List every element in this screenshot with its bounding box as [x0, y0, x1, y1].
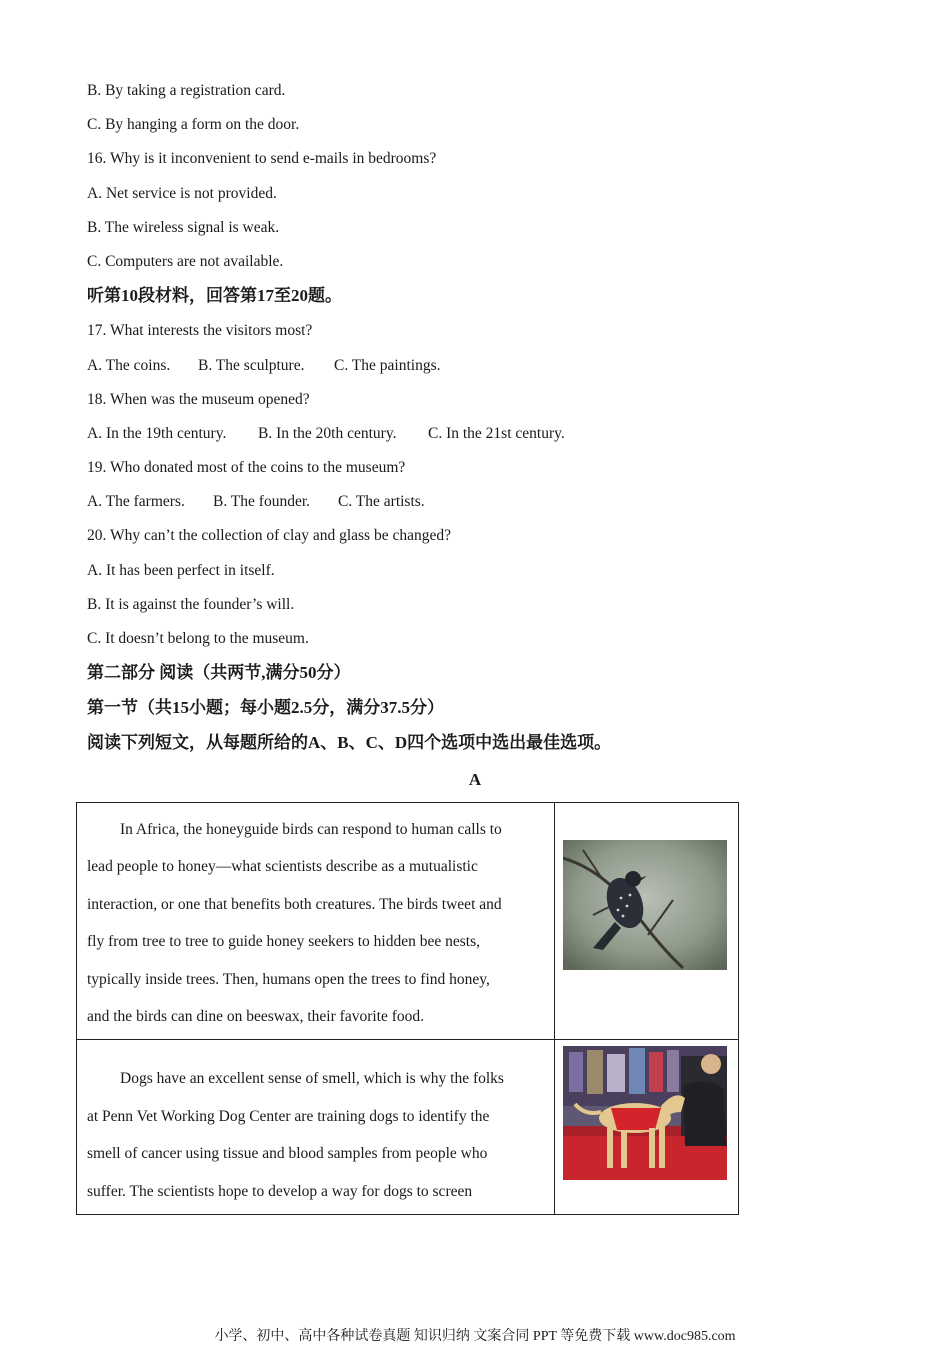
option: C. The paintings. [334, 357, 441, 374]
question-line: 16. Why is it inconvenient to send e-mails in bedrooms? [87, 150, 437, 167]
question-line: 17. What interests the visitors most? [87, 322, 313, 339]
passage-line: and the birds can dine on beeswax, their favorite food. [87, 1008, 425, 1026]
passage-row [77, 803, 739, 1040]
passage-image-cell [554, 1040, 738, 1215]
options-row [87, 492, 425, 512]
bird-photo [563, 840, 727, 970]
option: B. The sculpture. [198, 357, 305, 374]
passage-line: typically inside trees. Then, humans open the trees to find honey, [87, 970, 490, 988]
passage-paragraph [87, 1060, 544, 1210]
option-line: A. Net service is not provided. [87, 185, 277, 202]
option: A. In the 19th century. [87, 425, 227, 442]
passage-row [77, 1040, 739, 1215]
options-row [87, 424, 565, 444]
passage-line: Dogs have an excellent sense of smell, which is why the folks [120, 1070, 504, 1088]
option: A. The coins. [87, 357, 171, 374]
passage-paragraph [87, 811, 544, 1035]
reading-instruction: 阅读下列短文，从每题所给的A、B、C、D四个选项中选出最佳选项。 [87, 733, 612, 752]
question-line: 19. Who donated most of the coins to the museum? [87, 459, 406, 476]
option-line: B. It is against the founder’s will. [87, 596, 295, 613]
footer-text: 小学、初中、高中各种试卷真题 知识归纳 文案合同 PPT 等免费下载 www.doc985.com [214, 1329, 736, 1344]
option-line: C. By hanging a form on the door. [87, 116, 300, 133]
option: C. The artists. [338, 493, 425, 510]
passage-text-cell [77, 803, 555, 1040]
option-line: B. The wireless signal is weak. [87, 219, 280, 236]
section-instruction: 听第10段材料，回答第17至20题。 [87, 286, 342, 305]
options-row [87, 356, 441, 376]
option-line: A. It has been perfect in itself. [87, 562, 275, 579]
passage-label: A [468, 770, 482, 789]
option: A. The farmers. [87, 493, 185, 510]
passage-line: interaction, or one that benefits both creatures. The birds tweet and [87, 895, 502, 913]
passage-line: at Penn Vet Working Dog Center are training dogs to identify the [87, 1107, 490, 1125]
passage-line: lead people to honey—what scientists describe as a mutualistic [87, 858, 478, 876]
dog-photo [563, 1046, 727, 1180]
passage-line: In Africa, the honeyguide birds can respond to human calls to [120, 821, 502, 838]
passage-text-cell [77, 1040, 555, 1215]
option: B. In the 20th century. [258, 425, 397, 442]
passage-image-cell [554, 803, 738, 1040]
option-line: C. Computers are not available. [87, 253, 284, 270]
passage-line: smell of cancer using tissue and blood samples from people who [87, 1145, 488, 1163]
question-line: 20. Why can’t the collection of clay and glass be changed? [87, 527, 451, 544]
section-heading: 第一节（共15小题；每小题2.5分，满分37.5分） [87, 698, 444, 717]
passage-table [76, 802, 739, 1215]
option: C. In the 21st century. [428, 425, 565, 442]
option-line: B. By taking a registration card. [87, 82, 286, 99]
question-line: 18. When was the museum opened? [87, 391, 310, 408]
option-line: C. It doesn’t belong to the museum. [87, 630, 309, 647]
part-heading: 第二部分 阅读（共两节,满分50分） [87, 663, 351, 682]
passage-line: suffer. The scientists hope to develop a way for dogs to screen [87, 1182, 473, 1200]
passage-line: fly from tree to tree to guide honey seekers to hidden bee nests, [87, 933, 480, 951]
option: B. The founder. [213, 493, 311, 510]
